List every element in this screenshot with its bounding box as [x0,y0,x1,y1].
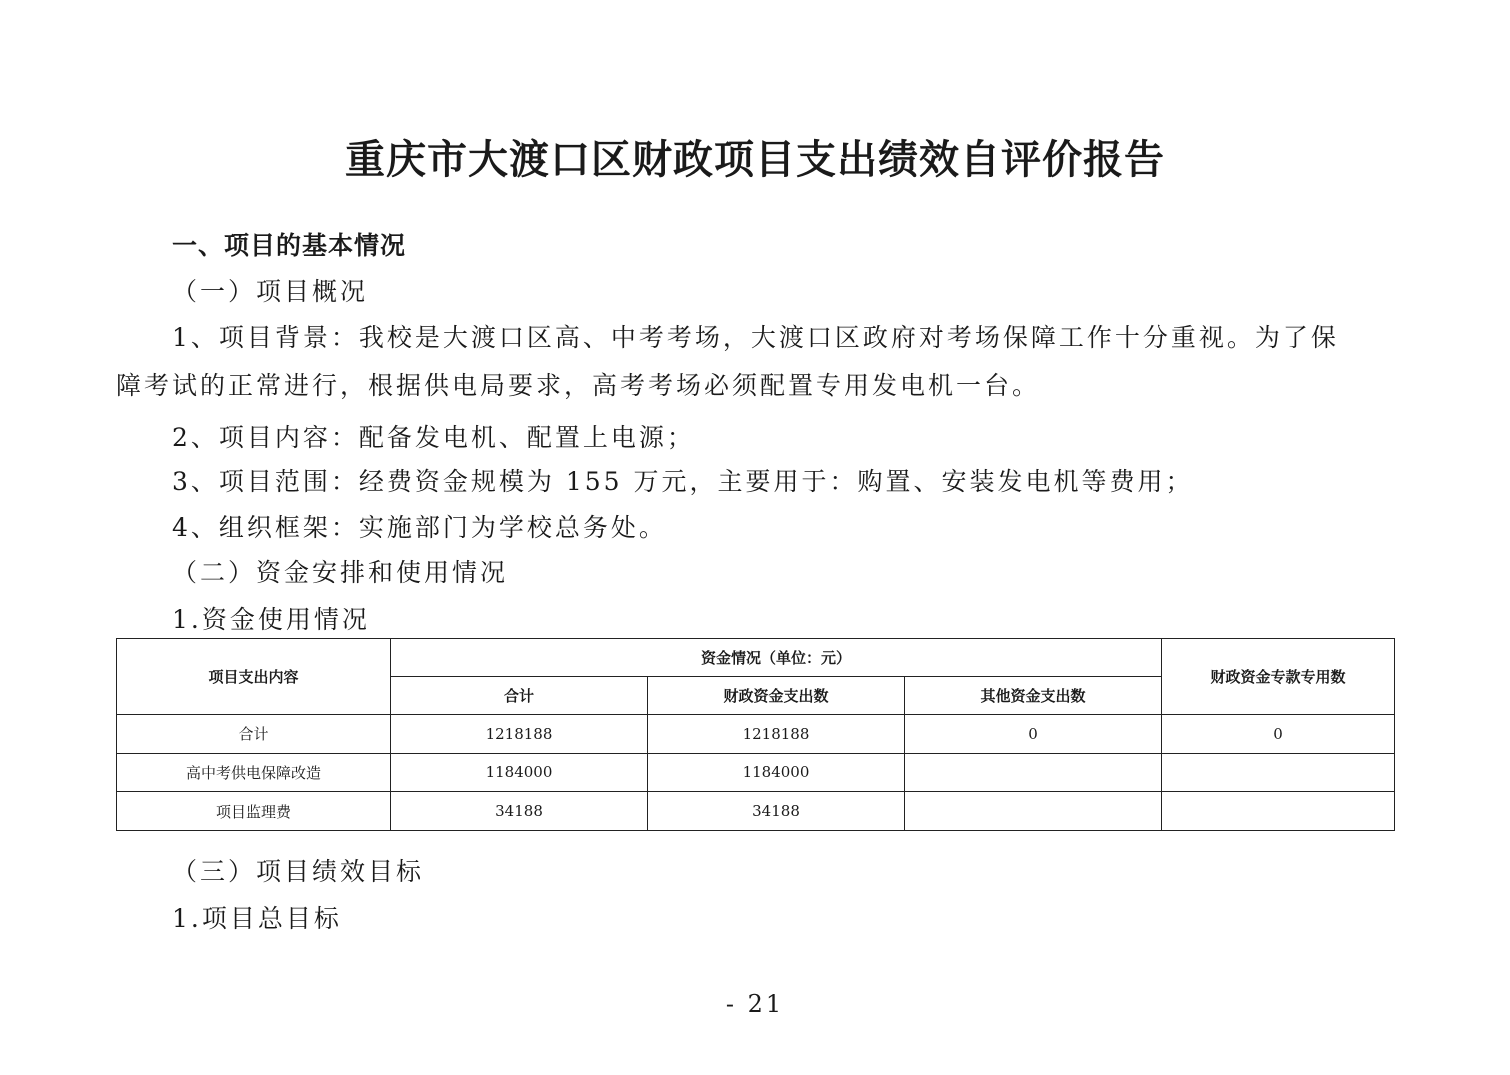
table-header-row [117,639,1395,677]
cell-special [1162,792,1395,831]
cell-item: 合计 [117,715,391,754]
cell-total: 34188 [391,792,648,831]
cell-item: 高中考供电保障改造 [117,753,391,792]
report-title: 重庆市大渡口区财政项目支出绩效自评价报告 [345,137,1165,183]
cell-other [905,792,1162,831]
header-group: 资金情况（单位：元） [391,639,1162,677]
cell-fiscal: 34188 [648,792,905,831]
table-row [117,753,1395,792]
header-item: 项目支出内容 [117,639,391,715]
table-row [117,715,1395,754]
page-number: - 21 [725,990,785,1018]
paragraph-background-line1: 1、项目背景：我校是大渡口区高、中考考场，大渡口区政府对考场保障工作十分重视。为了保 [172,323,1339,352]
cell-special [1162,753,1395,792]
table-row [117,792,1395,831]
header-total: 合计 [391,677,648,715]
subheading-funds: （二）资金安排和使用情况 [172,558,509,587]
subheading-overview: （一）项目概况 [172,277,369,306]
header-fiscal: 财政资金支出数 [648,677,905,715]
cell-special: 0 [1162,715,1395,754]
cell-total: 1218188 [391,715,648,754]
cell-other [905,753,1162,792]
paragraph-content: 2、项目内容：配备发电机、配置上电源； [172,423,695,452]
cell-item: 项目监理费 [117,792,391,831]
section-heading-basic-info: 一、项目的基本情况 [172,231,407,260]
paragraph-scope: 3、项目范围：经费资金规模为 155 万元，主要用于：购置、安装发电机等费用； [172,467,1194,496]
cell-other: 0 [905,715,1162,754]
subheading-funds-usage: 1.资金使用情况 [172,605,370,634]
header-other: 其他资金支出数 [905,677,1162,715]
subheading-performance-goals: （三）项目绩效目标 [172,857,425,886]
paragraph-background-line2: 障考试的正常进行，根据供电局要求，高考考场必须配置专用发电机一台。 [116,371,1041,400]
subheading-overall-goal: 1.项目总目标 [172,904,342,933]
cell-fiscal: 1184000 [648,753,905,792]
paragraph-organization: 4、组织框架：实施部门为学校总务处。 [172,513,667,542]
header-special: 财政资金专款专用数 [1162,639,1395,715]
cell-total: 1184000 [391,753,648,792]
cell-fiscal: 1218188 [648,715,905,754]
funds-table [116,638,1395,831]
